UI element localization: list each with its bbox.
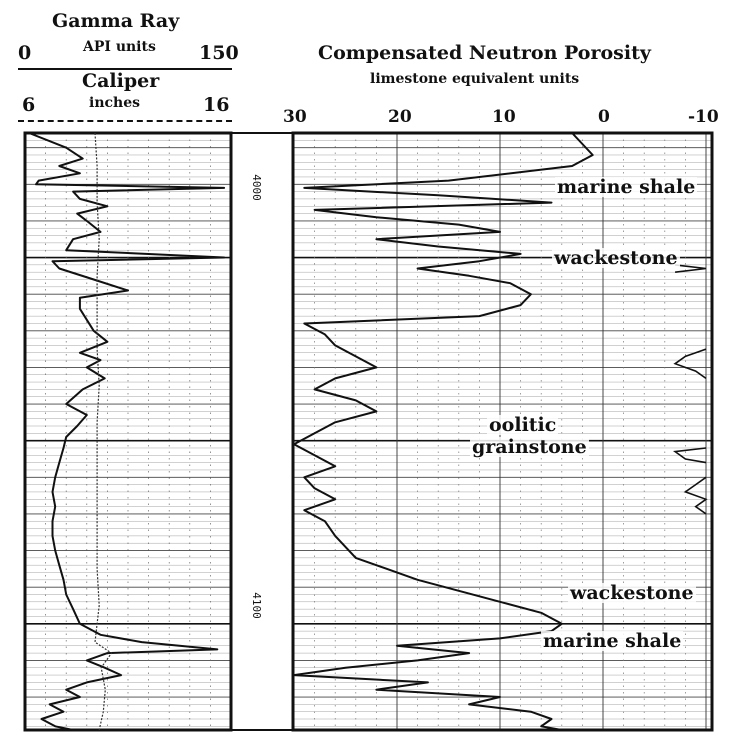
caliper-max: 16 — [203, 94, 230, 116]
neutron-wrap-segment — [685, 477, 706, 514]
gamma-ray-units: API units — [83, 39, 156, 55]
gamma-ray-curve — [29, 133, 224, 730]
caliper-units: inches — [89, 95, 140, 111]
depth-track-frame — [231, 133, 293, 730]
lithology-label-wackestone-upper: wackestone — [554, 247, 678, 269]
caliper-title: Caliper — [82, 70, 160, 92]
depth-label-4100: 4100 — [249, 592, 263, 619]
neutron-title: Compensated Neutron Porosity — [318, 42, 651, 64]
neutron-tick-0: 0 — [598, 107, 610, 127]
neutron-tick-10: 10 — [492, 107, 516, 127]
neutron-units: limestone equivalent units — [370, 71, 580, 87]
neutron-wrap-segment — [675, 265, 706, 272]
lithology-label-marine-shale-upper: marine shale — [557, 176, 696, 198]
neutron-tick-20: 20 — [388, 107, 412, 127]
neutron-wrap-segment — [675, 349, 706, 378]
gamma-ray-min: 0 — [18, 42, 32, 64]
lithology-label-marine-shale-lower: marine shale — [543, 630, 682, 652]
lithology-label-oolitic: oolitic — [489, 414, 557, 436]
neutron-tick-30: 30 — [283, 107, 307, 127]
lithology-label-wackestone-lower: wackestone — [570, 582, 694, 604]
gamma-ray-max: 150 — [199, 42, 239, 64]
depth-label-4000: 4000 — [249, 174, 263, 201]
neutron-tick-minus10: -10 — [688, 107, 719, 127]
caliper-min: 6 — [22, 94, 36, 116]
caliper-curve — [95, 133, 112, 730]
gamma-ray-title: Gamma Ray — [52, 10, 180, 32]
lithology-label-grainstone: grainstone — [472, 436, 587, 458]
